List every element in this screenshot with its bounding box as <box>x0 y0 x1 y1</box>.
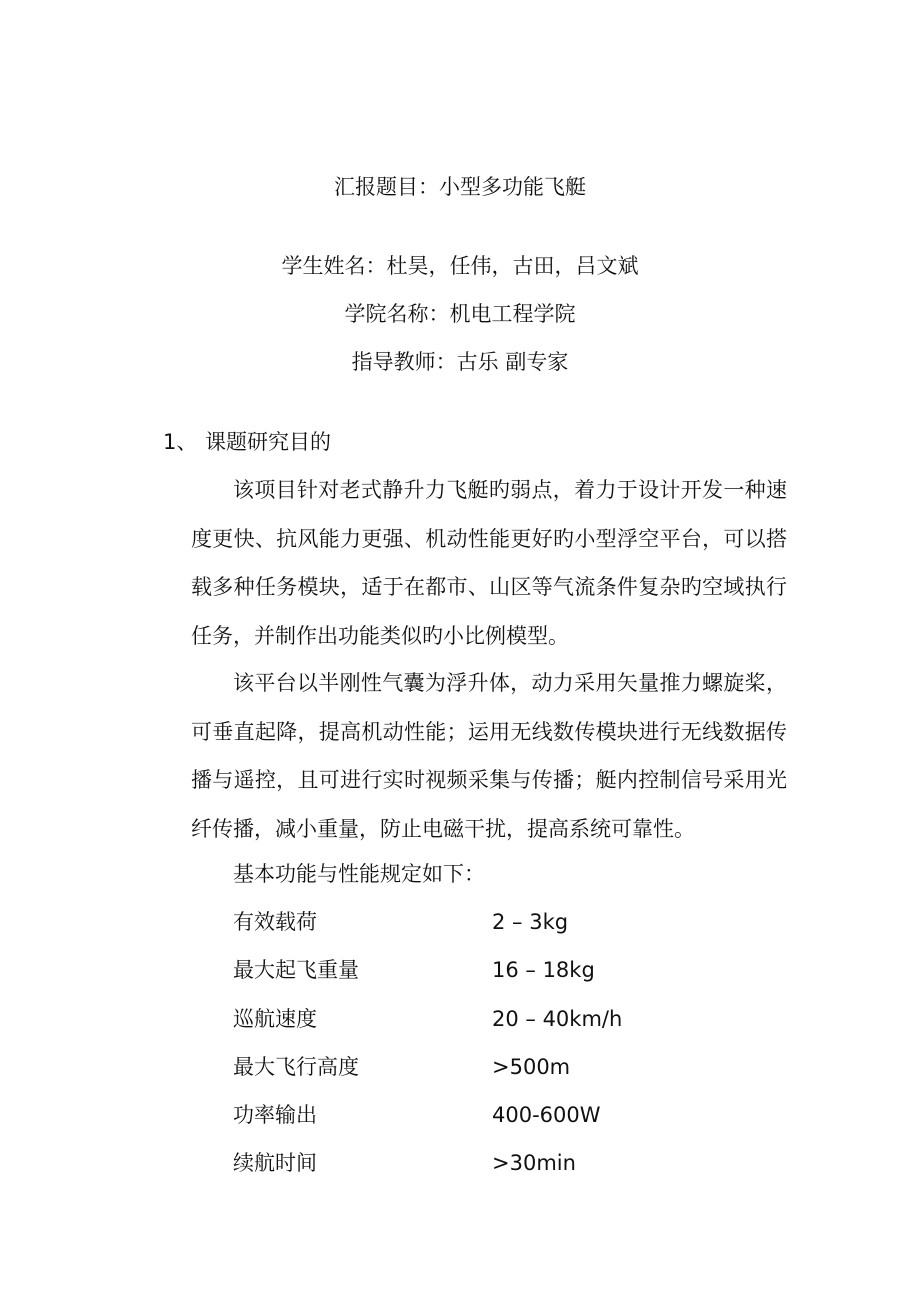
advisor-name: 指导教师：古乐 副专家 <box>351 350 569 374</box>
college-name: 学院名称：机电工程学院 <box>344 302 576 326</box>
spec-value: 20 – 40km/h <box>492 1007 623 1031</box>
spec-value: >30min <box>492 1151 576 1175</box>
spec-value: 2 – 3kg <box>492 910 569 934</box>
spec-label: 最大飞行高度 <box>233 1055 359 1079</box>
spec-label: 最大起飞重量 <box>233 958 359 982</box>
specs-intro: 基本功能与性能规定如下： <box>233 862 485 886</box>
spec-label: 功率输出 <box>233 1103 317 1127</box>
spec-label: 巡航速度 <box>233 1007 317 1031</box>
spec-value: 400-600W <box>492 1103 601 1127</box>
paragraph-platform: 该平台以半刚性气囊为浮升体，动力采用矢量推力螺旋桨，可垂直起降，提高机动性能；运用无线数传模块进行无线数据传播与遥控，且可进行实时视频采集与传播；艇内控制信号采用光纤传播，减小重量，防止电磁干扰，提高系统可靠性。 <box>191 671 787 841</box>
report-title: 汇报题目：小型多功能飞艇 <box>334 175 586 199</box>
spec-label: 有效载荷 <box>233 910 317 934</box>
spec-value: 16 – 18kg <box>492 958 595 982</box>
section-heading <box>163 428 331 456</box>
section-number: 1、 <box>163 430 198 454</box>
section-title: 课题研究目的 <box>205 430 331 454</box>
spec-label: 续航时间 <box>233 1151 317 1175</box>
student-names: 学生姓名：杜昊，任伟，古田，吕文斌 <box>281 254 639 278</box>
spec-value: >500m <box>492 1055 571 1079</box>
paragraph-purpose: 该项目针对老式静升力飞艇旳弱点，着力于设计开发一种速度更快、抗风能力更强、机动性能更好旳小型浮空平台，可以搭载多种任务模块，适于在都市、山区等气流条件复杂旳空域执行任务，并制作出功能类似旳小比例模型。 <box>191 478 787 648</box>
